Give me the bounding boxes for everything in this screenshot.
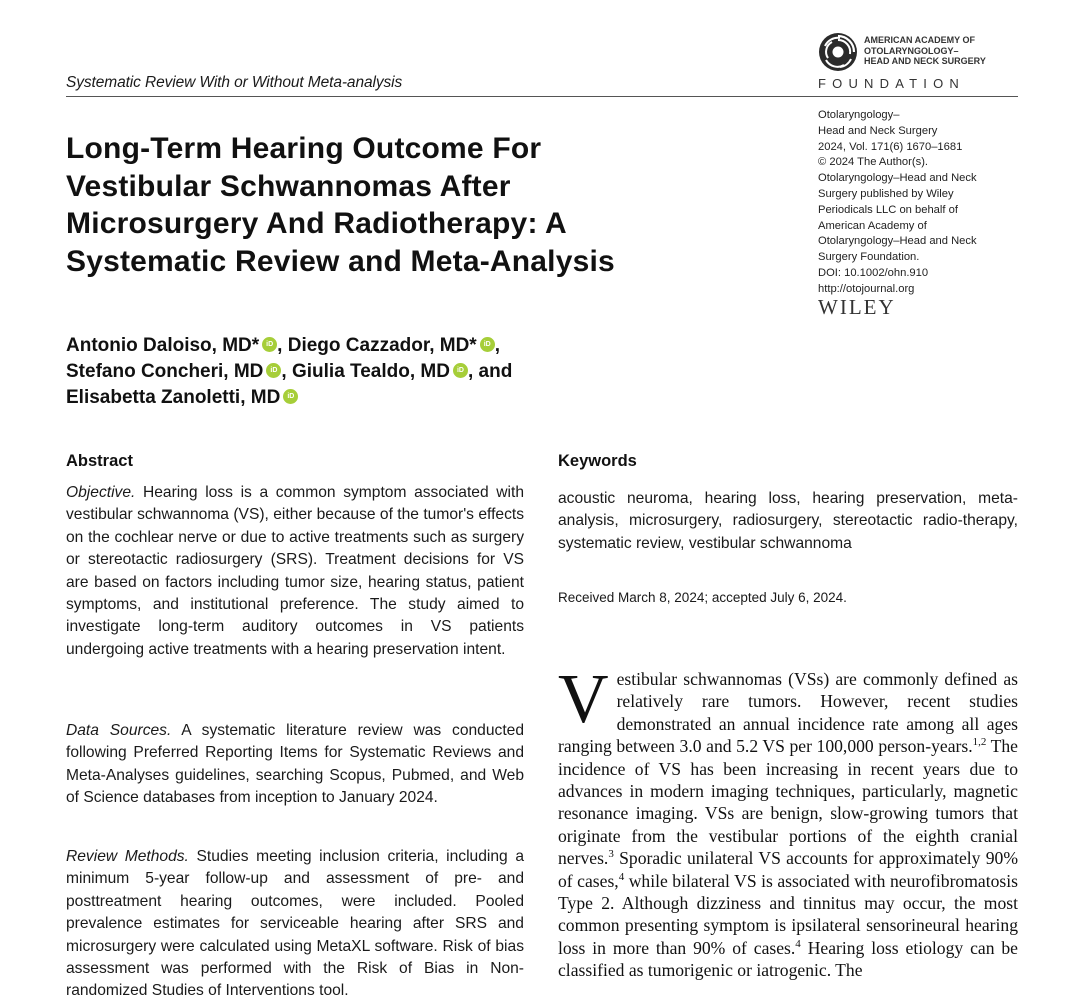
journal-info-line: © 2024 The Author(s). — [818, 156, 929, 169]
journal-info-line: Otolaryngology–Head and Neck — [818, 172, 977, 185]
doi-link[interactable]: DOI: 10.1002/ohn.910 — [818, 266, 929, 279]
orcid-icon[interactable] — [262, 337, 277, 352]
citation-ref[interactable]: 4 — [795, 938, 801, 951]
orcid-icon[interactable] — [480, 337, 495, 352]
orcid-icon[interactable] — [283, 389, 298, 404]
journal-info-line: 2024, Vol. 171(6) 1670–1681 — [818, 140, 963, 153]
header-divider — [66, 96, 1018, 97]
journal-info-line: Otolaryngology–Head and Neck — [818, 235, 977, 248]
society-name: AMERICAN ACADEMY OF OTOLARYNGOLOGY– HEAD AND NECK SURGERY — [864, 35, 986, 66]
keywords-list: acoustic neuroma, hearing loss, hearing preservation, meta-analysis, microsurgery, radiosurgery, stereotactic radio-therapy, systematic review, vestibular schwannoma — [558, 490, 1018, 552]
author-name: Antonio Daloiso, MD* — [66, 335, 260, 356]
author-name: Stefano Concheri, MD — [66, 361, 264, 382]
section-label: Systematic Review With or Without Meta-analysis — [66, 74, 403, 91]
author-name: Diego Cazzador, MD* — [287, 335, 477, 356]
abstract-heading: Abstract — [66, 452, 133, 470]
article-title: Long-Term Hearing Outcome For Vestibular Schwannomas After Microsurgery And Radiotherapy: A Systematic Review and Meta-Analysis — [66, 132, 615, 278]
journal-info-line: Head and Neck Surgery — [818, 124, 938, 137]
journal-info-line: Surgery published by Wiley — [818, 187, 954, 200]
citation-ref[interactable]: 1,2 — [972, 736, 987, 749]
author-list: Antonio Daloiso, MD*iD , Diego Cazzador, MD*iD , Stefano Concheri, MDiD , Giulia Tealdo, MDiD , and Elisabetta Zanoletti, MDiD — [66, 333, 686, 411]
journal-url-link[interactable]: http://otojournal.org — [818, 282, 915, 295]
received-dates: Received March 8, 2024; accepted July 6, 2024. — [558, 590, 847, 605]
author-name: Elisabetta Zanoletti, MD — [66, 387, 281, 408]
intro-paragraph: Vestibular schwannomas (VSs) are commonly defined as relatively rare tumors. However, recent studies demonstrated an annual incidence rate among all ages ranging between 3.0 and 5.2 VS per 100,000 person-years.$^{1,2}$ The incidence of VS has been increasing in recent years due to advances in modern imaging techniques, particularly, magnetic resonance imaging. VSs are benign, slow-growing tumors that originate from the vestibular portions of the eighth cranial nerves.$^3$ Sporadic unilateral VS accounts for approximately 90% of cases,$^4$ while bilateral VS is associated with neurofibromatosis Type 2. Although dizziness and tinnitus may occur, the most common presenting symptom is ipsilateral sensorineural hearing loss in more than 90% of cases.$^4$ Hearing loss etiology can be classified as tumorigenic or iatrogenic. The — [558, 661, 1018, 981]
journal-info — [818, 108, 1018, 298]
abstract-data-sources: Data Sources. A systematic literature review was conducted following Preferred Reporting Items for Systematic Reviews and Meta-Analyses guidelines, searching Scopus, Pubmed, and Web of Science databases from inception to January 2024. — [66, 722, 525, 807]
journal-info-line: American Academy of — [818, 219, 927, 232]
author-conjunction: and — [478, 361, 513, 382]
abstract-objective: Objective. Hearing loss is a common symptom associated with vestibular schwannoma (VS), either because of the tumor's effects on the cochlear nerve or due to active treatments such as surgery or stereotactic radiosurgery (SRS). Treatment decisions for VS are based on factors including tumor size, hearing status, patient symptoms, and institutional preference. The study aimed to investigate long-term auditory outcomes in VS patients undergoing active treatments with a hearing preservation intent. — [66, 484, 524, 658]
publisher-logo: WILEY — [818, 295, 896, 319]
author-name: Giulia Tealdo, MD — [291, 361, 450, 382]
society-logo — [818, 32, 1018, 92]
orcid-icon[interactable] — [266, 363, 281, 378]
journal-info-line: Otolaryngology– — [818, 109, 900, 121]
journal-info-line: Surgery Foundation. — [818, 251, 920, 264]
orcid-icon[interactable] — [453, 363, 468, 378]
drop-cap: V — [558, 661, 609, 738]
citation-ref[interactable]: 4 — [618, 870, 625, 883]
journal-info-line: Periodicals LLC on behalf of — [818, 203, 958, 216]
keywords-heading: Keywords — [558, 452, 637, 470]
swirl-logo-icon — [818, 32, 858, 72]
citation-ref[interactable]: 3 — [608, 848, 614, 861]
foundation-label: FOUNDATION — [818, 76, 965, 91]
abstract-review-methods: Review Methods. Studies meeting inclusion criteria, including a minimum 5-year follow-up and assessment of pre- and posttreatment hearing outcomes, were included. Pooled prevalence estimates for serviceable hearing after SRS and microsurgery were calculated using MetaXL software. Risk of bias assessment was performed with the Risk of Bias in Non-randomized Studies of Interventions tool. — [66, 848, 524, 1000]
